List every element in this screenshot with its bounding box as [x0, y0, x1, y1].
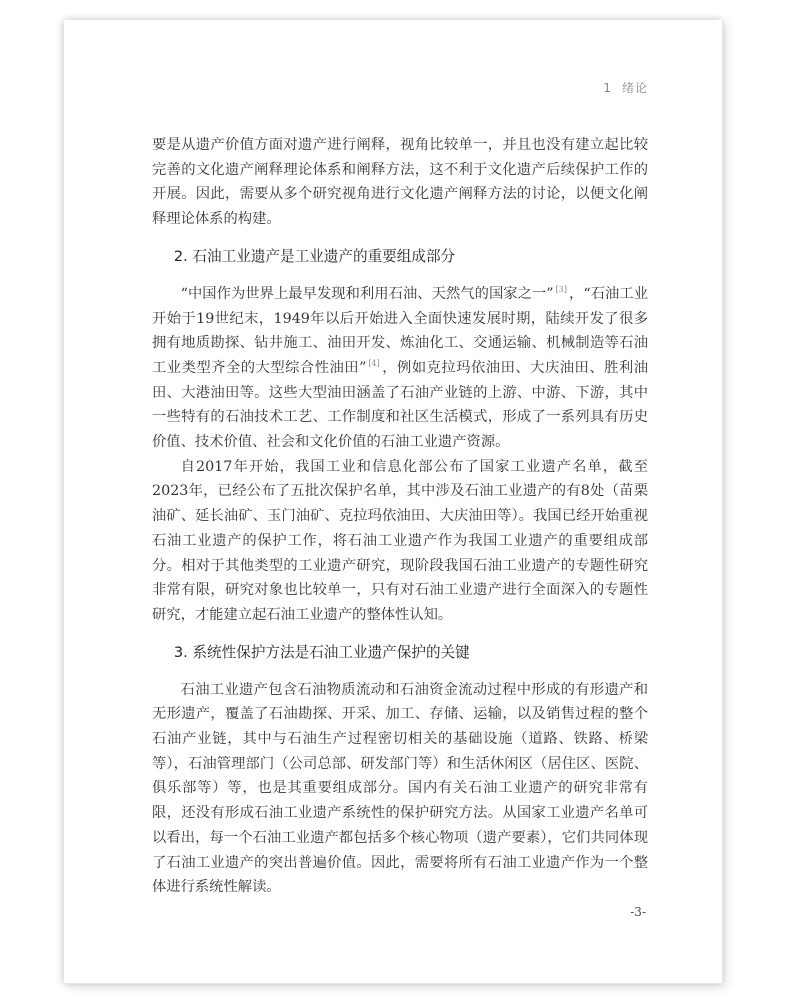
running-header [603, 79, 648, 96]
section-3-paragraph-1: 石油工业遗产包含石油物质流动和石油资金流动过程中形成的有形遗产和无形遗产，覆盖了石油勘探、开采、加工、存储、运输，以及销售过程的整个石油产业链，其中与石油生产过程密切相关的基础设施（道路、铁路、桥梁等），石油管理部门（公司总部、研发部门等）和生活休闲区（居住区、医院、俱乐部等）等，也是其重要组成部分。国内有关石油工业遗产的研究非常有限，还没有形成石油工业遗产系统性的保护研究方法。从国家工业遗产名单可以看出，每一个石油工业遗产都包括多个核心物项（遗产要素），它们共同体现了石油工业遗产的突出普遍价值。因此，需要将所有石油工业遗产作为一个整体进行系统性解读。 [152, 681, 648, 896]
citation-4[interactable]: [4] [368, 358, 380, 368]
paragraph-text: ，例如克拉玛依油田、大庆油田、胜利油田、大港油田等。这些大型油田涵盖了石油产业链的上游、中游、下游，其中一些特有的石油技术工艺、工作制度和社区生活模式，形成了一系列具有历史价值、技术价值、社会和文化价值的石油工业遗产资源。 [152, 359, 649, 451]
page-body [152, 133, 648, 900]
chapter-number: 1 [603, 81, 612, 95]
page-number: -3- [630, 905, 646, 919]
section-2-paragraph-2: 自2017年开始，我国工业和信息化部公布了国家工业遗产名单，截至2023年，已经公布了五批次保护名单，其中涉及石油工业遗产的有8处（苗栗油矿、延长油矿、玉门油矿、克拉玛依油田、大庆油田等）。我国已经开始重视石油工业遗产的保护工作，将石油工业遗产作为我国工业遗产的重要组成部分。相对于其他类型的工业遗产研究，现阶段我国石油工业遗产的专题性研究非常有限，研究对象也比较单一，只有对石油工业遗产进行全面深入的专题性研究，才能建立起石油工业遗产的整体性认知。 [152, 458, 648, 623]
intro-paragraph: 要是从遗产价值方面对遗产进行阐释，视角比较单一，并且也没有建立起比较完善的文化遗产阐释理论体系和阐释方法，这不利于文化遗产后续保护工作的开展。因此，需要从多个研究视角进行文化遗产阐释方法的讨论，以便文化阐释理论体系的构建。 [152, 137, 648, 228]
quote-1: “中国作为世界上最早发现和利用石油、天然气的国家之一” [180, 285, 554, 302]
section-3-heading: 3. 系统性保护方法是石油工业遗产保护的关键 [173, 643, 470, 661]
section-2-paragraph-1 [152, 282, 648, 455]
document-page [64, 20, 723, 984]
citation-3[interactable]: [3] [555, 284, 567, 294]
quote-2: ，“石油工业开始于19世纪末，1949年以后开始进入全面快速发展时期，陆续开发了很多拥有地质勘探、钻井施工、油田开发、炼油化工、交通运输、机械制造等石油工业类型齐全的大型综合性油田” [152, 285, 648, 376]
chapter-title: 绪论 [621, 81, 648, 95]
section-2-heading: 2. 石油工业遗产是工业遗产的重要组成部分 [173, 247, 456, 265]
